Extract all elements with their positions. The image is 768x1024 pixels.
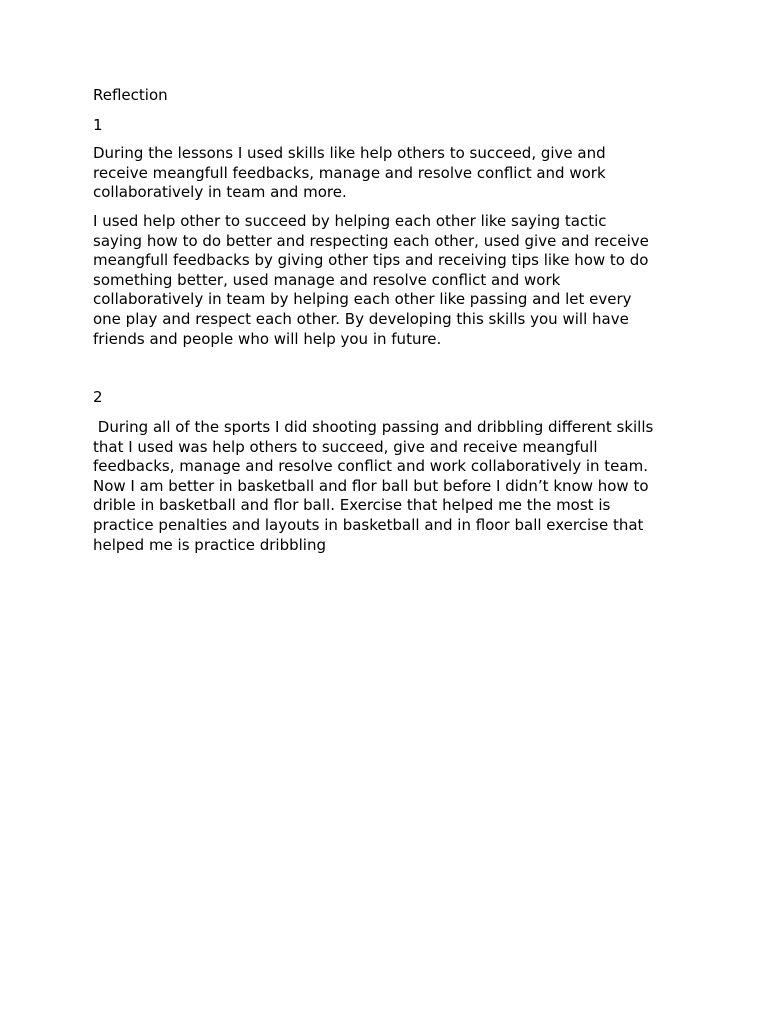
paragraph-line: practice penalties and layouts in basketball and in floor ball exercise that (93, 515, 644, 534)
paragraph-line: During all of the sports I did shooting passing and dribbling different skills (93, 418, 654, 436)
paragraph-line: collaboratively in team and more. (93, 183, 347, 202)
paragraph-line: collaboratively in team by helping each other like passing and let every (93, 290, 632, 309)
paragraph-line: During the lessons I used skills like help others to succeed, give and (93, 144, 606, 162)
paragraph-line: something better, used manage and resolve conflict and work (93, 270, 561, 289)
paragraph-line: meangfull feedbacks by giving other tips and receiving tips like how to do (93, 251, 649, 270)
paragraph-line: Now I am better in basketball and flor ball but before I didn’t know how to (93, 476, 649, 495)
section-1-paragraph-1 (93, 144, 693, 203)
section-1-paragraph-2 (93, 212, 693, 349)
paragraph-line: saying how to do better and respecting each other, used give and receive (93, 231, 649, 250)
section-number-text: 2 (93, 388, 103, 406)
section-2-paragraph-1 (93, 418, 693, 555)
title-text: Reflection (93, 86, 168, 104)
paragraph-line: helped me is practice dribbling (93, 535, 326, 554)
paragraph-line: friends and people who will help you in future. (93, 329, 442, 348)
section-2-number (93, 388, 693, 408)
section-number-text: 1 (93, 116, 103, 134)
paragraph-line: drible in basketball and flor ball. Exercise that helped me the most is (93, 496, 611, 515)
paragraph-line: one play and respect each other. By developing this skills you will have (93, 309, 629, 328)
section-1-number (93, 116, 693, 136)
document-title (93, 86, 693, 106)
paragraph-line: that I used was help others to succeed, give and receive meangfull (93, 437, 598, 456)
paragraph-line: receive meangfull feedbacks, manage and resolve conflict and work (93, 163, 606, 182)
paragraph-line: feedbacks, manage and resolve conflict and work collaboratively in team. (93, 457, 648, 476)
paragraph-line: I used help other to succeed by helping each other like saying tactic (93, 212, 607, 230)
